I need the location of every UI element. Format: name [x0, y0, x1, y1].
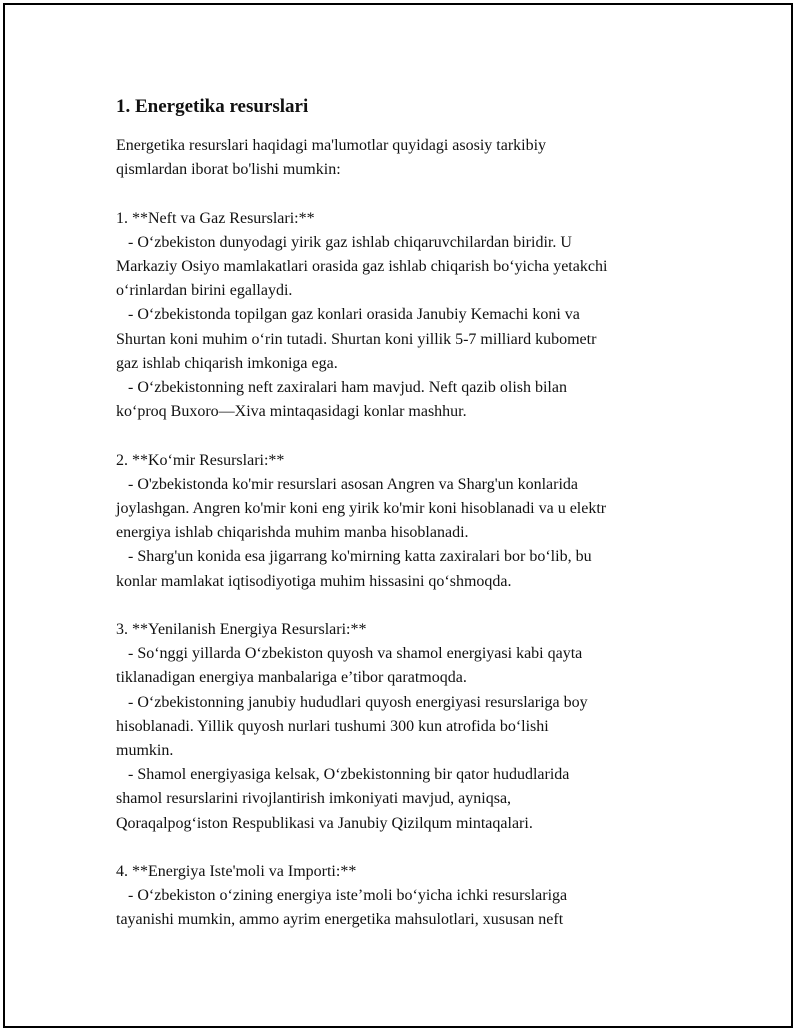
section-line: konlar mamlakat iqtisodiyotiga muhim hissasini qo‘shmoqda. [116, 572, 512, 590]
section-line: energiya ishlab chiqarishda muhim manba hisoblanadi. [116, 524, 469, 542]
section-line: - Shamol energiyasiga kelsak, O‘zbekistonning bir qator hududlarida [116, 766, 570, 784]
section-heading: 4. **Energiya Iste'moli va Importi:** [116, 863, 357, 881]
section-line: joylashgan. Angren ko'mir koni eng yirik ko'mir koni hisoblanadi va u elektr [116, 500, 607, 518]
section-line: - O'zbekistonda ko'mir resurslari asosan Angren va Sharg'un konlarida [116, 475, 579, 493]
section-heading: 3. **Yenilanish Energiya Resurslari:** [116, 621, 367, 639]
section-komir [116, 449, 716, 594]
intro-line: Energetika resurslari haqidagi ma'lumotlar quyidagi asosiy tarkibiy [116, 137, 547, 154]
paragraph-spacer [116, 182, 716, 206]
document-body [116, 94, 716, 933]
section-iste-moli [116, 860, 716, 933]
section-line: Qoraqalpog‘iston Respublikasi va Janubiy Qizilqum mintaqalari. [116, 814, 533, 832]
intro-paragraph [116, 134, 716, 182]
section-heading: 2. **Ko‘mir Resurslari:** [116, 451, 285, 469]
section-line: - Sharg'un konida esa jigarrang ko'mirning katta zaxiralari bor bo‘lib, bu [116, 548, 592, 566]
section-line: shamol resurslarini rivojlantirish imkoniyati mavjud, ayniqsa, [116, 790, 512, 808]
paragraph-spacer [116, 836, 716, 860]
section-line: - O‘zbekistonda topilgan gaz konlari orasida Janubiy Kemachi koni va [116, 306, 580, 324]
section-line: tiklanadigan energiya manbalariga e’tibor qaratmoqda. [116, 669, 467, 687]
paragraph-spacer [116, 424, 716, 448]
section-line: - O‘zbekiston o‘zining energiya iste’moli bo‘yicha ichki resurslariga [116, 887, 568, 905]
section-yenilanish [116, 618, 716, 836]
section-heading: 1. **Neft va Gaz Resurslari:** [116, 209, 315, 227]
section-line: hisoblanadi. Yillik quyosh nurlari tushumi 300 kun atrofida bo‘lishi [116, 717, 549, 735]
section-line: tayanishi mumkin, ammo ayrim energetika mahsulotlari, xususan neft [116, 911, 564, 929]
document-heading: 1. Energetika resurslari [116, 96, 309, 117]
section-line: - O‘zbekiston dunyodagi yirik gaz ishlab chiqaruvchilardan biridir. U [116, 233, 572, 251]
section-line: mumkin. [116, 742, 174, 760]
section-line: ko‘proq Buxoro—Xiva mintaqasidagi konlar mashhur. [116, 403, 467, 421]
section-line: - O‘zbekistonning neft zaxiralari ham mavjud. Neft qazib olish bilan [116, 379, 567, 397]
section-line: gaz ishlab chiqarish imkoniga ega. [116, 354, 338, 372]
section-line: - So‘nggi yillarda O‘zbekiston quyosh va shamol energiyasi kabi qayta [116, 645, 583, 663]
section-line: Markaziy Osiyo mamlakatlari orasida gaz ishlab chiqarish bo‘yicha yetakchi [116, 258, 608, 275]
section-neft-gaz [116, 207, 716, 425]
section-line: Shurtan koni muhim o‘rin tutadi. Shurtan koni yillik 5-7 milliard kubometr [116, 330, 597, 348]
section-line: - O‘zbekistonning janubiy hududlari quyosh energiyasi resurslariga boy [116, 693, 588, 711]
section-line: o‘rinlardan birini egallaydi. [116, 282, 293, 300]
paragraph-spacer [116, 594, 716, 618]
intro-line: qismlardan iborat bo'lishi mumkin: [116, 161, 341, 179]
